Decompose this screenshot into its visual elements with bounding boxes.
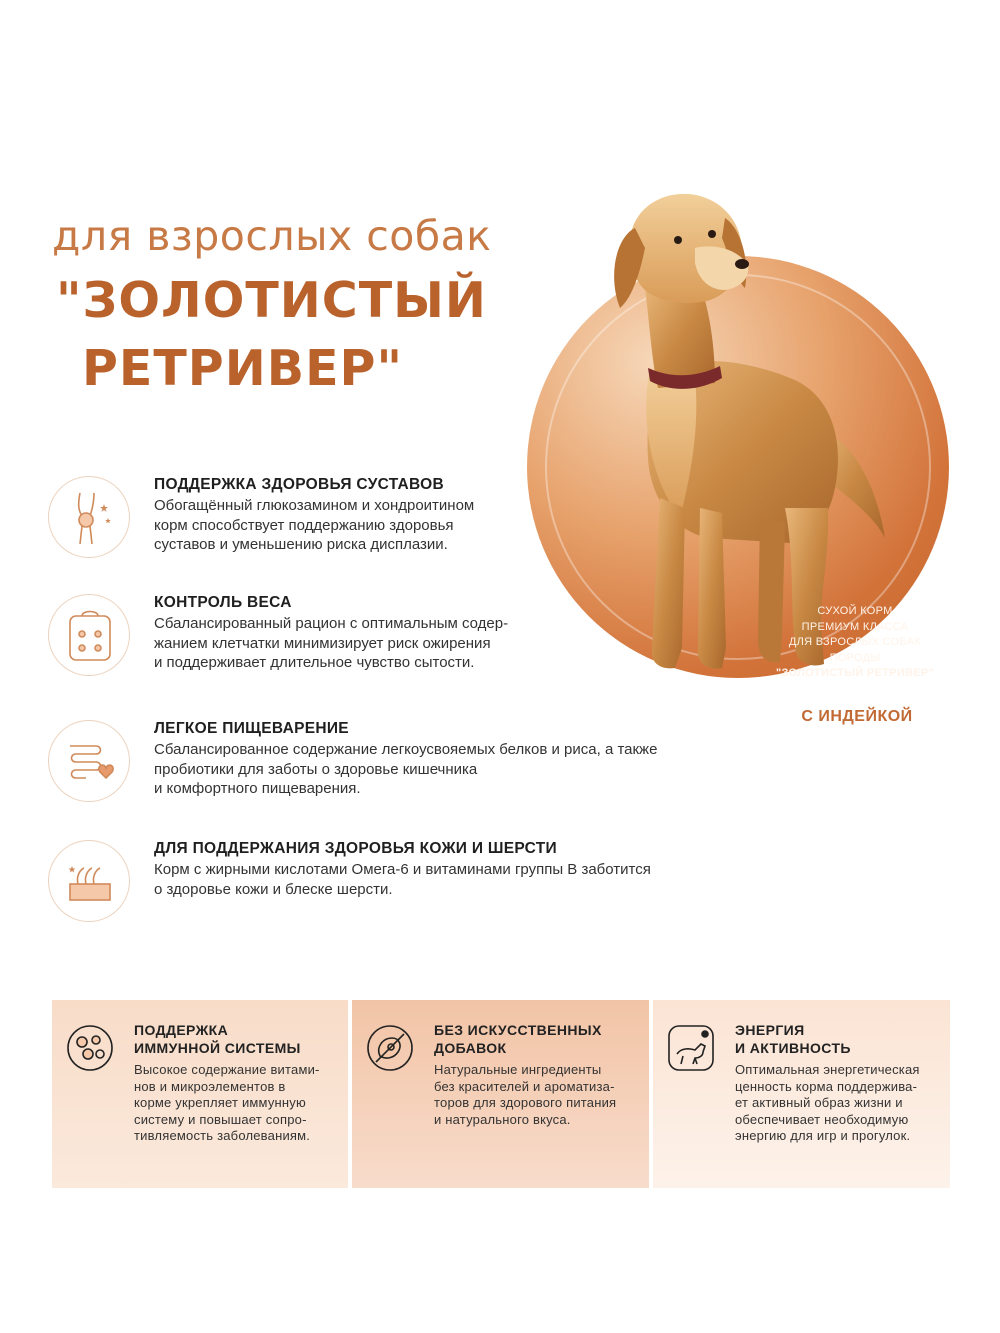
feature-text <box>154 496 754 555</box>
text-line: корм способствует поддержанию здоровья <box>154 516 454 534</box>
feature-joints <box>48 476 748 566</box>
text-line: Обогащённый глюкозамином и хондроитином <box>154 497 475 514</box>
knee-joint-icon <box>48 476 130 558</box>
feature-title: КОНТРОЛЬ ВЕСА <box>154 594 292 611</box>
page-title-line-1: "ЗОЛОТИСТЫЙ <box>56 272 487 329</box>
skin-hair-icon <box>48 840 130 922</box>
feature-text <box>154 860 754 899</box>
benefits-band <box>52 1000 950 1188</box>
panel-title <box>134 1021 301 1057</box>
badge-line: СУХОЙ КОРМ <box>817 605 893 617</box>
panel-text <box>134 1062 342 1145</box>
text-line: тивляемость заболеваниям. <box>134 1128 311 1143</box>
text-line: Сбалансированный рацион с оптимальным содер- <box>154 615 509 632</box>
text-line: Натуральные ингредиенты <box>434 1062 602 1077</box>
subtitle: для взрослых собак <box>52 212 492 260</box>
feature-digestion <box>48 720 748 810</box>
product-badge <box>770 604 940 682</box>
badge-line: ПОРОДЫ <box>829 651 881 664</box>
badge-breed: "ЗОЛОТИСТЫЙ РЕТРИВЕР" <box>775 667 935 679</box>
active-dog-icon <box>665 1022 717 1074</box>
text-line: ет активный образ жизни и <box>735 1095 903 1110</box>
text-line: жанием клетчатки минимизирует риск ожирения <box>154 634 491 652</box>
text-line: пробиотики для заботы о здоровье кишечника <box>154 760 478 778</box>
feature-text <box>154 614 754 673</box>
text-line: Корм с жирными кислотами Омега-6 и витаминами группы В заботится <box>154 861 651 878</box>
title-line: ЭНЕРГИЯ <box>735 1022 805 1038</box>
title-line: И АКТИВНОСТЬ <box>735 1040 851 1056</box>
feature-text <box>154 740 754 799</box>
badge-line: ПРЕМИУМ КЛАССА <box>801 620 909 633</box>
text-line: обеспечивает необходимую <box>735 1111 909 1127</box>
no-additives-icon <box>364 1022 416 1074</box>
page-title-line-2: РЕТРИВЕР" <box>82 340 403 397</box>
feature-skin-coat <box>48 840 748 930</box>
title-line: БЕЗ ИСКУССТВЕННЫХ <box>434 1022 602 1038</box>
badge-line: ДЛЯ ВЗРОСЛЫХ СОБАК <box>788 636 922 648</box>
feature-title: ДЛЯ ПОДДЕРЖАНИЯ ЗДОРОВЬЯ КОЖИ И ШЕРСТИ <box>154 840 557 857</box>
feature-title: ПОДДЕРЖКА ЗДОРОВЬЯ СУСТАВОВ <box>154 476 444 493</box>
text-line: о здоровье кожи и блеске шерсти. <box>154 880 393 898</box>
text-line: и натурального вкуса. <box>434 1111 571 1127</box>
panel-text <box>434 1062 642 1128</box>
text-line: торов для здорового питания <box>434 1095 617 1110</box>
feature-title: ЛЕГКОЕ ПИЩЕВАРЕНИЕ <box>154 720 349 737</box>
title-line: ДОБАВОК <box>434 1040 507 1056</box>
panel-text <box>735 1062 943 1145</box>
text-line: без красителей и ароматиза- <box>434 1078 615 1094</box>
text-line: энергию для игр и прогулок. <box>735 1128 911 1143</box>
badge-flavor: С ИНДЕЙКОЙ <box>801 708 913 725</box>
text-line: корме укрепляет иммунную <box>134 1095 306 1110</box>
text-line: суставов и уменьшению риска дисплазии. <box>154 536 448 553</box>
title-line: ПОДДЕРЖКА <box>134 1022 229 1038</box>
intestine-heart-icon <box>48 720 130 802</box>
text-line: Сбалансированное содержание легкоусвояемых белков и риса, а также <box>154 741 658 758</box>
text-line: Высокое содержание витами- <box>134 1062 320 1077</box>
title-line: ИММУННОЙ СИСТЕМЫ <box>134 1040 301 1056</box>
vitamins-icon <box>64 1022 116 1074</box>
panel-title <box>434 1021 602 1057</box>
panel-title <box>735 1021 851 1057</box>
feature-weight <box>48 594 748 684</box>
text-line: и комфортного пищеварения. <box>154 780 361 797</box>
panel-energy <box>653 1000 950 1188</box>
scale-paws-icon <box>48 594 130 676</box>
text-line: ценность корма поддержива- <box>735 1078 918 1094</box>
text-line: Оптимальная энергетическая <box>735 1062 920 1077</box>
badge-flavor-area <box>768 690 946 780</box>
text-line: и поддерживает длительное чувство сытости. <box>154 654 475 671</box>
text-line: систему и повышает сопро- <box>134 1111 307 1127</box>
panel-no-additives <box>352 1000 649 1188</box>
text-line: нов и микроэлементов в <box>134 1078 286 1094</box>
panel-immunity <box>52 1000 348 1188</box>
